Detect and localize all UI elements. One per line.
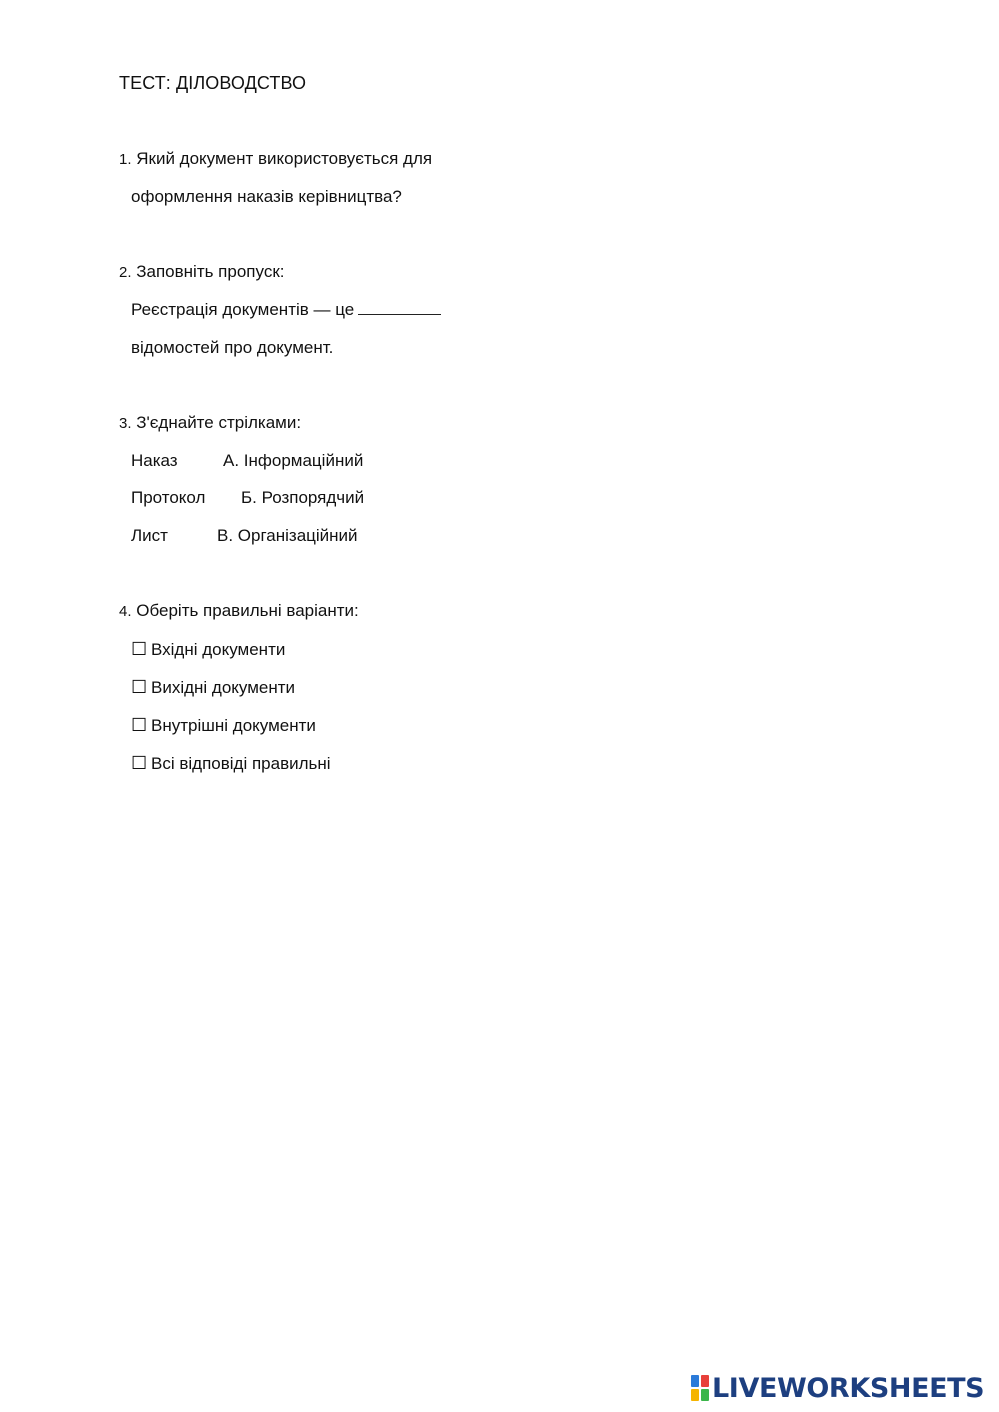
page-title: ТЕСТ: ДІЛОВОДСТВО (119, 73, 307, 93)
question-2-line-2 (131, 300, 441, 320)
fill-in-blank[interactable] (358, 300, 441, 315)
question-1-number: 1. (119, 151, 132, 168)
option-3[interactable] (131, 715, 316, 736)
liveworksheets-logo (691, 1372, 984, 1404)
match-right-3[interactable]: В. Організаційний (217, 526, 358, 545)
question-1-line-1 (119, 149, 432, 170)
question-2-prefix: Реєстрація документів — це (131, 300, 355, 319)
question-2-line-1 (119, 262, 284, 283)
question-3-number: 3. (119, 415, 132, 432)
checkbox-icon[interactable]: ☐ (131, 639, 148, 659)
question-2-line-3: відомостей про документ. (131, 338, 334, 357)
match-right-1[interactable]: А. Інформаційний (223, 451, 364, 470)
question-3-line-1 (119, 413, 301, 434)
question-4-number: 4. (119, 603, 132, 620)
checkbox-icon[interactable]: ☐ (131, 715, 148, 735)
option-2[interactable] (131, 677, 295, 698)
match-pair-3 (131, 526, 358, 546)
option-3-label: Внутрішні документи (151, 716, 316, 735)
option-1-label: Вхідні документи (151, 640, 286, 659)
option-1[interactable] (131, 639, 285, 660)
question-4-line-1 (119, 601, 359, 622)
option-4[interactable] (131, 753, 331, 774)
question-2-text: Заповніть пропуск: (131, 262, 285, 281)
checkbox-icon[interactable]: ☐ (131, 753, 148, 773)
match-left-1[interactable]: Наказ (131, 451, 178, 470)
match-right-2[interactable]: Б. Розпорядчий (241, 488, 365, 507)
question-1-text: Який документ використовується для (131, 149, 433, 168)
match-pair-1 (131, 451, 364, 471)
question-4-text: Оберіть правильні варіанти: (131, 601, 359, 620)
match-left-2[interactable]: Протокол (131, 488, 206, 507)
option-4-label: Всі відповіді правильні (151, 754, 331, 773)
match-left-3[interactable]: Лист (131, 526, 168, 545)
logo-mark-icon (691, 1375, 709, 1401)
checkbox-icon[interactable]: ☐ (131, 677, 148, 697)
match-pair-2 (131, 488, 365, 508)
option-2-label: Вихідні документи (151, 678, 296, 697)
question-2-number: 2. (119, 264, 132, 281)
question-3-text: З'єднайте стрілками: (131, 413, 302, 432)
logo-text: LIVEWORKSHEETS (712, 1372, 985, 1404)
question-1-line-2: оформлення наказів керівництва? (131, 187, 402, 206)
